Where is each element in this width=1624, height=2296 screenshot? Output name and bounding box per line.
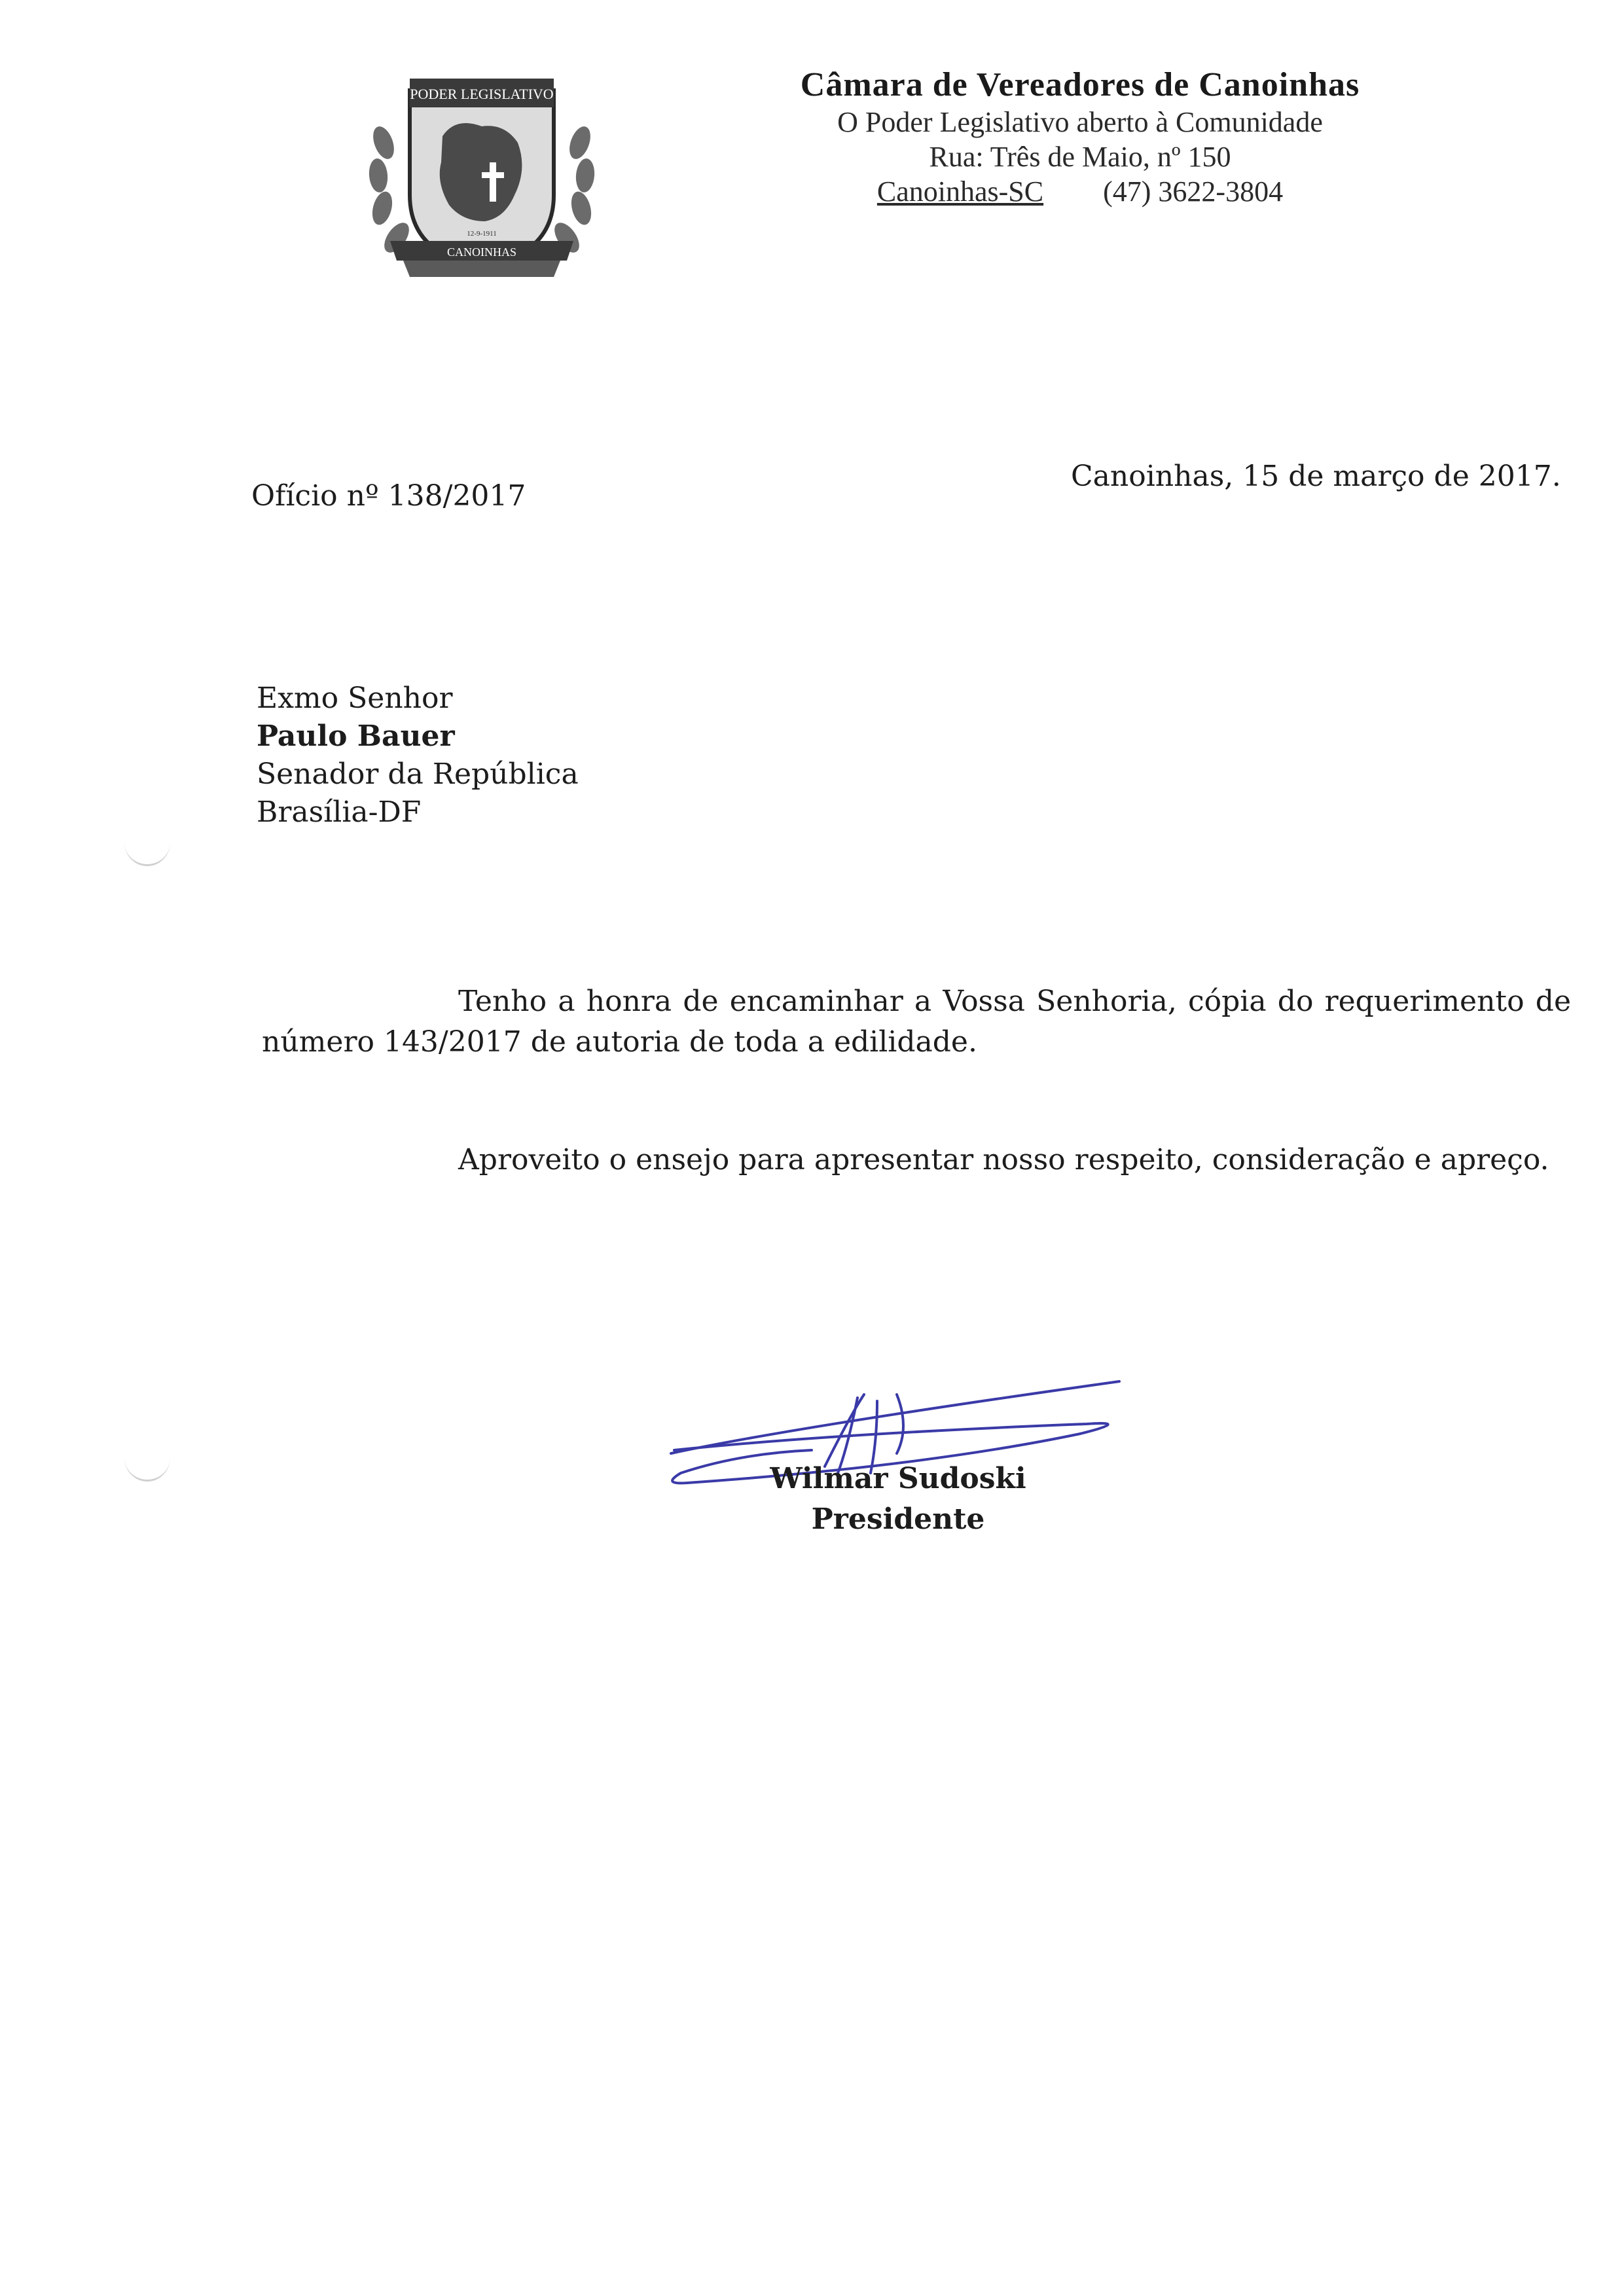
institution-city: Canoinhas-SC [876, 175, 1044, 208]
institution-name: Câmara de Vereadores de Canoinhas [800, 66, 1360, 103]
body-paragraph-1 [262, 982, 1571, 1062]
recipient-salutation: Exmo Senhor [257, 682, 453, 715]
body-paragraph-1-line-1: Tenho a honra de encaminhar a Vossa Senhoria, cópia do requerimento de [458, 985, 1571, 1018]
recipient-title: Senador da República [257, 757, 579, 791]
crest-ribbon-text: CANOINHAS [446, 246, 517, 259]
institution-contact [720, 175, 1440, 208]
crest-date-text: 12-9-1911 [467, 230, 497, 238]
signer-role: Presidente [811, 1503, 985, 1536]
recipient-location: Brasília-DF [257, 795, 422, 829]
signer-block [767, 1459, 1029, 1540]
institution-tagline: O Poder Legislativo aberto à Comunidade [837, 106, 1323, 138]
signer-name: Wilmar Sudoski [770, 1462, 1026, 1495]
recipient-block [257, 680, 579, 831]
letter-reference: Ofício nº 138/2017 [251, 479, 526, 513]
body-paragraph-2: Aproveito o ensejo para apresentar nosso respeito, consideração e apreço. [458, 1143, 1549, 1176]
recipient-name: Paulo Bauer [257, 720, 455, 753]
institution-street: Rua: Três de Maio, nº 150 [929, 141, 1231, 173]
body-paragraph-1-line-2: número 143/2017 de autoria de toda a edilidade. [262, 1025, 977, 1059]
punch-hole-mark [124, 818, 170, 866]
crest-banner-text: PODER LEGISLATIVO [410, 86, 554, 102]
institution-phone: (47) 3622-3804 [1103, 175, 1284, 208]
crest-logo [364, 64, 600, 287]
letterhead-text [720, 65, 1440, 208]
punch-hole-mark [124, 1434, 170, 1482]
letter-date: Canoinhas, 15 de março de 2017. [1071, 460, 1561, 493]
